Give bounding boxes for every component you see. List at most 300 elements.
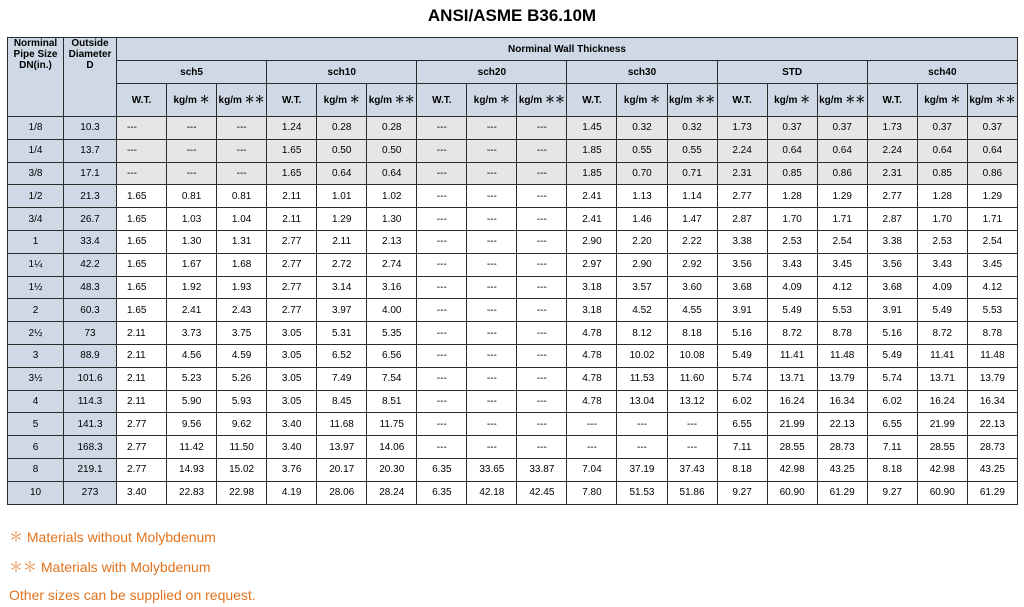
cell-value: 5.49 [717, 344, 767, 367]
cell-value: 3.68 [867, 276, 917, 299]
table-row [8, 322, 1018, 345]
cell-dn: 2½ [8, 322, 64, 345]
cell-value: 4.78 [567, 344, 617, 367]
cell-value: 16.34 [817, 390, 867, 413]
cell-value: 33.65 [467, 458, 517, 481]
cell-value: --- [417, 276, 467, 299]
cell-value: 2.24 [867, 139, 917, 162]
table-row [8, 458, 1018, 481]
cell-value: 0.28 [317, 117, 367, 140]
cell-value: 2.41 [567, 185, 617, 208]
cell-value: --- [517, 436, 567, 459]
cell-value: 2.90 [567, 230, 617, 253]
cell-value: 2.11 [317, 230, 367, 253]
table-row [8, 367, 1018, 390]
cell-value: 2.11 [267, 185, 317, 208]
cell-value: 1.85 [567, 162, 617, 185]
header-wall-thickness: Norminal Wall Thickness [117, 38, 1018, 61]
cell-value: 5.49 [867, 344, 917, 367]
cell-value: 1.46 [617, 208, 667, 231]
cell-value: 4.59 [217, 344, 267, 367]
table-row [8, 208, 1018, 231]
cell-value: 3.05 [267, 322, 317, 345]
cell-value: 20.17 [317, 458, 367, 481]
cell-value: 2.41 [567, 208, 617, 231]
cell-value: --- [467, 390, 517, 413]
cell-value: --- [517, 162, 567, 185]
cell-value: 1.85 [567, 139, 617, 162]
cell-value: 2.77 [267, 230, 317, 253]
cell-value: 3.43 [917, 253, 967, 276]
cell-value: --- [467, 367, 517, 390]
cell-value: --- [417, 139, 467, 162]
table-row [8, 481, 1018, 504]
column-subheader: kg/m ＊＊ [667, 84, 717, 117]
cell-value: 0.37 [817, 117, 867, 140]
cell-value: 11.41 [917, 344, 967, 367]
cell-value: 11.41 [767, 344, 817, 367]
cell-value: 0.71 [667, 162, 717, 185]
cell-value: 0.50 [317, 139, 367, 162]
cell-value: 1.28 [917, 185, 967, 208]
cell-value: 1.93 [217, 276, 267, 299]
cell-value: 42.18 [467, 481, 517, 504]
column-subheader: W.T. [117, 84, 167, 117]
cell-value: 2.77 [267, 299, 317, 322]
table-row [8, 185, 1018, 208]
cell-value: 1.47 [667, 208, 717, 231]
cell-value: 11.50 [217, 436, 267, 459]
cell-value: --- [417, 390, 467, 413]
cell-value: 16.24 [767, 390, 817, 413]
header-od: Outside Diameter D [64, 38, 117, 117]
cell-value: 2.97 [567, 253, 617, 276]
cell-value: 5.16 [717, 322, 767, 345]
cell-value: 5.74 [717, 367, 767, 390]
cell-value: 2.90 [617, 253, 667, 276]
cell-value: 11.42 [167, 436, 217, 459]
cell-value: 13.71 [767, 367, 817, 390]
cell-value: 2.11 [117, 367, 167, 390]
table-row [8, 276, 1018, 299]
cell-value: 3.38 [867, 230, 917, 253]
cell-value: 1.45 [567, 117, 617, 140]
cell-value: 11.53 [617, 367, 667, 390]
header-dn: Norminal Pipe Size DN(in.) [8, 38, 64, 117]
cell-value: 43.25 [817, 458, 867, 481]
cell-value: 3.45 [817, 253, 867, 276]
column-subheader: kg/m ＊ [617, 84, 667, 117]
cell-dn: 3½ [8, 367, 64, 390]
cell-value: 4.78 [567, 322, 617, 345]
cell-value: 1.71 [967, 208, 1017, 231]
column-subheader: kg/m ＊ [917, 84, 967, 117]
cell-value: 28.55 [767, 436, 817, 459]
cell-value: --- [467, 117, 517, 140]
cell-value: 21.99 [917, 413, 967, 436]
cell-value: 1.65 [117, 253, 167, 276]
cell-value: 6.55 [867, 413, 917, 436]
cell-value: 15.02 [217, 458, 267, 481]
cell-value: 11.75 [367, 413, 417, 436]
cell-value: 1.14 [667, 185, 717, 208]
cell-value: --- [417, 185, 467, 208]
cell-value: 2.20 [617, 230, 667, 253]
cell-value: 2.77 [717, 185, 767, 208]
cell-value: --- [467, 253, 517, 276]
cell-value: 5.53 [967, 299, 1017, 322]
cell-value: 5.16 [867, 322, 917, 345]
cell-value: --- [417, 367, 467, 390]
cell-value: 1.70 [767, 208, 817, 231]
cell-value: 2.77 [267, 253, 317, 276]
cell-value: 4.78 [567, 390, 617, 413]
cell-value: --- [417, 162, 467, 185]
cell-value: --- [667, 436, 717, 459]
cell-value: 3.97 [317, 299, 367, 322]
column-subheader: kg/m ＊＊ [817, 84, 867, 117]
cell-value: 28.73 [967, 436, 1017, 459]
cell-value: --- [467, 413, 517, 436]
table-row [8, 436, 1018, 459]
cell-value: 5.49 [917, 299, 967, 322]
cell-value: 13.12 [667, 390, 717, 413]
cell-value: 3.38 [717, 230, 767, 253]
cell-value: 2.87 [717, 208, 767, 231]
cell-value: 1.67 [167, 253, 217, 276]
cell-value: 6.02 [867, 390, 917, 413]
cell-value: 2.13 [367, 230, 417, 253]
cell-od: 114.3 [64, 390, 117, 413]
cell-od: 168.3 [64, 436, 117, 459]
cell-value: 42.45 [517, 481, 567, 504]
cell-value: 1.28 [767, 185, 817, 208]
cell-value: 3.45 [967, 253, 1017, 276]
cell-od: 10.3 [64, 117, 117, 140]
cell-value: 1.31 [217, 230, 267, 253]
cell-value: --- [517, 390, 567, 413]
cell-value: 0.86 [967, 162, 1017, 185]
cell-value: 2.53 [767, 230, 817, 253]
cell-value: 51.86 [667, 481, 717, 504]
cell-od: 26.7 [64, 208, 117, 231]
column-subheader: kg/m ＊＊ [967, 84, 1017, 117]
cell-value: 13.04 [617, 390, 667, 413]
cell-value: 0.64 [917, 139, 967, 162]
cell-value: 2.31 [717, 162, 767, 185]
cell-value: 2.77 [117, 413, 167, 436]
cell-value: 0.64 [767, 139, 817, 162]
cell-value: --- [667, 413, 717, 436]
cell-dn: 1¼ [8, 253, 64, 276]
cell-value: 6.02 [717, 390, 767, 413]
cell-value: --- [567, 436, 617, 459]
cell-value: --- [417, 322, 467, 345]
cell-value: 2.31 [867, 162, 917, 185]
cell-value: 8.18 [717, 458, 767, 481]
cell-value: 8.78 [817, 322, 867, 345]
cell-value: 4.56 [167, 344, 217, 367]
cell-value: 7.11 [867, 436, 917, 459]
cell-value: --- [517, 276, 567, 299]
cell-value: 1.68 [217, 253, 267, 276]
cell-value: 1.04 [217, 208, 267, 231]
cell-value: 3.18 [567, 299, 617, 322]
cell-value: --- [467, 436, 517, 459]
cell-dn: 3 [8, 344, 64, 367]
cell-value: 1.29 [317, 208, 367, 231]
cell-value: 22.13 [817, 413, 867, 436]
cell-dn: 10 [8, 481, 64, 504]
cell-dn: 3/4 [8, 208, 64, 231]
cell-value: 1.92 [167, 276, 217, 299]
cell-value: 0.50 [367, 139, 417, 162]
cell-value: 2.77 [117, 458, 167, 481]
cell-value: 9.62 [217, 413, 267, 436]
cell-value: --- [467, 322, 517, 345]
cell-dn: 1/2 [8, 185, 64, 208]
cell-value: 10.08 [667, 344, 717, 367]
cell-value: 16.34 [967, 390, 1017, 413]
column-subheader: kg/m ＊ [467, 84, 517, 117]
cell-value: 1.29 [967, 185, 1017, 208]
cell-value: --- [417, 253, 467, 276]
cell-value: --- [467, 230, 517, 253]
cell-value: 0.81 [217, 185, 267, 208]
cell-value: 0.64 [967, 139, 1017, 162]
schedule-header: sch5 [117, 61, 267, 84]
cell-value: 51.53 [617, 481, 667, 504]
cell-value: 5.23 [167, 367, 217, 390]
cell-od: 48.3 [64, 276, 117, 299]
table-row [8, 344, 1018, 367]
cell-value: --- [167, 117, 217, 140]
cell-dn: 8 [8, 458, 64, 481]
cell-od: 17.1 [64, 162, 117, 185]
cell-value: 33.87 [517, 458, 567, 481]
table-row [8, 139, 1018, 162]
cell-value: 8.45 [317, 390, 367, 413]
cell-value: 1.65 [267, 162, 317, 185]
cell-value: 13.71 [917, 367, 967, 390]
cell-value: 7.54 [367, 367, 417, 390]
cell-value: 20.30 [367, 458, 417, 481]
cell-value: 2.43 [217, 299, 267, 322]
cell-value: 0.64 [817, 139, 867, 162]
column-subheader: W.T. [417, 84, 467, 117]
cell-value: 14.93 [167, 458, 217, 481]
cell-value: 37.19 [617, 458, 667, 481]
cell-value: 5.31 [317, 322, 367, 345]
cell-value: 13.79 [967, 367, 1017, 390]
cell-value: 1.65 [267, 139, 317, 162]
note-without-molybdenum: ＊ Materials without Molybdenum [9, 529, 216, 545]
cell-value: 5.49 [767, 299, 817, 322]
schedule-header: sch20 [417, 61, 567, 84]
table-row [8, 390, 1018, 413]
cell-value: 6.52 [317, 344, 367, 367]
schedule-header: sch40 [867, 61, 1017, 84]
cell-value: --- [517, 322, 567, 345]
cell-value: 0.32 [667, 117, 717, 140]
cell-value: --- [217, 162, 267, 185]
cell-value: --- [467, 344, 517, 367]
cell-value: --- [517, 299, 567, 322]
cell-value: 21.99 [767, 413, 817, 436]
cell-value: --- [167, 139, 217, 162]
cell-dn: 1/4 [8, 139, 64, 162]
cell-value: 4.00 [367, 299, 417, 322]
cell-od: 42.2 [64, 253, 117, 276]
cell-value: 8.12 [617, 322, 667, 345]
cell-value: 11.60 [667, 367, 717, 390]
cell-value: 3.57 [617, 276, 667, 299]
cell-value: 6.56 [367, 344, 417, 367]
cell-value: 1.13 [617, 185, 667, 208]
cell-value: 2.77 [867, 185, 917, 208]
cell-value: 10.02 [617, 344, 667, 367]
cell-value: 2.54 [817, 230, 867, 253]
cell-value: --- [417, 436, 467, 459]
cell-value: 2.11 [117, 344, 167, 367]
column-subheader: kg/m ＊＊ [517, 84, 567, 117]
cell-value: 2.87 [867, 208, 917, 231]
cell-value: 5.90 [167, 390, 217, 413]
cell-dn: 3/8 [8, 162, 64, 185]
cell-value: 22.98 [217, 481, 267, 504]
cell-value: 2.72 [317, 253, 367, 276]
cell-dn: 2 [8, 299, 64, 322]
cell-value: --- [417, 299, 467, 322]
cell-value: 1.02 [367, 185, 417, 208]
cell-value: --- [417, 230, 467, 253]
cell-value: 0.70 [617, 162, 667, 185]
cell-od: 141.3 [64, 413, 117, 436]
table-row [8, 413, 1018, 436]
cell-value: 43.25 [967, 458, 1017, 481]
cell-value: 3.75 [217, 322, 267, 345]
cell-value: 4.78 [567, 367, 617, 390]
cell-value: 11.48 [967, 344, 1017, 367]
cell-value: --- [517, 139, 567, 162]
cell-value: 0.85 [767, 162, 817, 185]
cell-value: 14.06 [367, 436, 417, 459]
cell-value: 1.30 [367, 208, 417, 231]
column-subheader: kg/m ＊＊ [217, 84, 267, 117]
schedule-header: sch10 [267, 61, 417, 84]
cell-value: 8.18 [867, 458, 917, 481]
cell-od: 219.1 [64, 458, 117, 481]
cell-value: --- [467, 276, 517, 299]
cell-value: 8.18 [667, 322, 717, 345]
cell-value: --- [417, 413, 467, 436]
cell-value: 9.27 [717, 481, 767, 504]
cell-value: 4.55 [667, 299, 717, 322]
cell-value: --- [467, 139, 517, 162]
table-row [8, 162, 1018, 185]
cell-value: 2.41 [167, 299, 217, 322]
cell-value: 4.09 [917, 276, 967, 299]
cell-value: --- [417, 344, 467, 367]
cell-value: 3.60 [667, 276, 717, 299]
cell-value: --- [467, 185, 517, 208]
cell-value: 7.49 [317, 367, 367, 390]
cell-value: 5.93 [217, 390, 267, 413]
page-title: ANSI/ASME B36.10M [427, 6, 597, 25]
cell-value: 37.43 [667, 458, 717, 481]
cell-value: 22.13 [967, 413, 1017, 436]
cell-value: 0.37 [967, 117, 1017, 140]
cell-value: 7.04 [567, 458, 617, 481]
cell-value: 3.68 [717, 276, 767, 299]
cell-value: 2.11 [117, 390, 167, 413]
cell-od: 73 [64, 322, 117, 345]
cell-value: 8.78 [967, 322, 1017, 345]
cell-value: 2.74 [367, 253, 417, 276]
cell-value: 6.55 [717, 413, 767, 436]
cell-value: 42.98 [767, 458, 817, 481]
cell-value: --- [117, 139, 167, 162]
cell-value: 1.73 [867, 117, 917, 140]
cell-od: 13.7 [64, 139, 117, 162]
cell-value: 61.29 [817, 481, 867, 504]
cell-value: 1.70 [917, 208, 967, 231]
cell-value: 2.11 [117, 322, 167, 345]
cell-value: 11.48 [817, 344, 867, 367]
cell-value: 3.76 [267, 458, 317, 481]
cell-value: 0.64 [317, 162, 367, 185]
column-subheader: W.T. [867, 84, 917, 117]
cell-dn: 5 [8, 413, 64, 436]
cell-value: --- [467, 162, 517, 185]
cell-value: 1.65 [117, 276, 167, 299]
cell-value: 2.22 [667, 230, 717, 253]
cell-od: 60.3 [64, 299, 117, 322]
cell-value: 13.97 [317, 436, 367, 459]
cell-value: 1.29 [817, 185, 867, 208]
pipe-spec-table [7, 37, 1018, 505]
note-with-molybdenum: ＊＊ Materials with Molybdenum [9, 559, 211, 575]
cell-value: --- [117, 117, 167, 140]
cell-value: --- [517, 413, 567, 436]
cell-value: --- [617, 436, 667, 459]
cell-value: 0.85 [917, 162, 967, 185]
column-subheader: kg/m ＊＊ [367, 84, 417, 117]
cell-value: 28.24 [367, 481, 417, 504]
cell-value: --- [517, 344, 567, 367]
cell-value: 1.65 [117, 208, 167, 231]
cell-value: 1.73 [717, 117, 767, 140]
cell-value: 13.79 [817, 367, 867, 390]
cell-od: 88.9 [64, 344, 117, 367]
cell-value: 4.12 [967, 276, 1017, 299]
cell-value: --- [517, 185, 567, 208]
cell-value: 8.72 [917, 322, 967, 345]
cell-value: --- [417, 208, 467, 231]
cell-value: 0.37 [767, 117, 817, 140]
cell-value: 1.65 [117, 185, 167, 208]
cell-value: 0.64 [367, 162, 417, 185]
cell-value: --- [517, 253, 567, 276]
cell-dn: 1 [8, 230, 64, 253]
table-row [8, 299, 1018, 322]
cell-value: 4.19 [267, 481, 317, 504]
cell-value: 3.56 [717, 253, 767, 276]
cell-value: --- [617, 413, 667, 436]
cell-value: 3.56 [867, 253, 917, 276]
cell-value: 2.24 [717, 139, 767, 162]
table-row [8, 230, 1018, 253]
